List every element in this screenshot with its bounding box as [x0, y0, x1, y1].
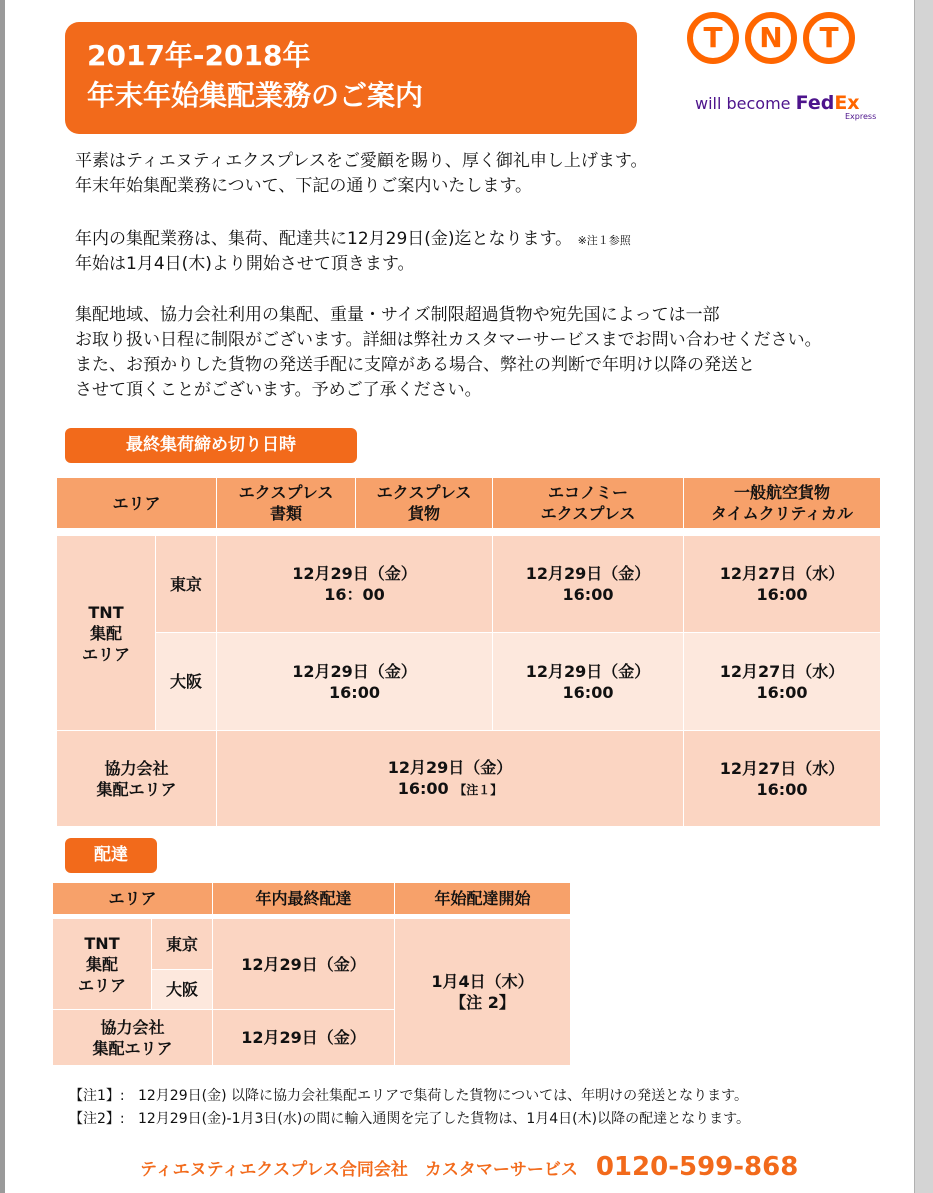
header-economy-2: エクスプレス [540, 504, 636, 523]
delivery-tnt-area-2: 集配 [85, 954, 118, 974]
delivery-osaka-label: 大阪 [152, 969, 213, 1009]
pickup-osaka-express [217, 632, 493, 730]
intro-line-6: お取り扱い日程に制限がございます。詳細は弊社カスタマーサービスまでお問い合わせください。 [75, 330, 822, 350]
intro-line-1: 平素はティエヌティエクスプレスをご愛顧を賜り、厚く御礼申し上げます。 [75, 151, 648, 171]
tokyo-air-time: 16:00 [756, 585, 808, 604]
delivery-start-date: 1月4日（木） [431, 972, 534, 991]
fedex-ex: Ex [834, 92, 860, 114]
osaka-economy-time: 16:00 [562, 682, 614, 702]
pickup-header-express-doc [217, 478, 356, 528]
pickup-osaka-label: 大阪 [156, 632, 217, 730]
pickup-header-air [684, 478, 880, 528]
tokyo-air-date: 12月27日（水） [719, 564, 845, 583]
tokyo-economy-date: 12月29日（金） [525, 564, 651, 583]
header-express-doc-2: 書類 [269, 504, 302, 523]
fedex-express-sub: Express [845, 112, 877, 121]
pickup-partner-air [684, 730, 880, 826]
delivery-partner-2: 集配エリア [92, 1038, 173, 1058]
tnt-area-label-3: エリア [81, 644, 130, 664]
document-page [5, 0, 914, 1193]
pickup-tnt-area [57, 536, 156, 730]
pickup-osaka-economy [493, 632, 684, 730]
delivery-partner-label [53, 1009, 213, 1065]
pickup-tokyo-express [217, 536, 493, 632]
delivery-header-last: 年内最終配達 [213, 883, 395, 914]
partner-label-1: 協力会社 [104, 758, 169, 778]
osaka-air-date: 12月27日（水） [719, 661, 845, 681]
footer-company: ティエヌティエクスプレス合同会社 カスタマーサービス [140, 1160, 578, 1180]
delivery-tnt-area [53, 919, 152, 1009]
footnote-1 [69, 1086, 748, 1106]
partner-main-time: 16:00 [397, 778, 449, 798]
osaka-air-time: 16:00 [756, 682, 808, 702]
delivery-partner-1: 協力会社 [100, 1017, 165, 1037]
tnt-area-label-2: 集配 [89, 623, 122, 643]
tnt-fedex-logo [687, 12, 882, 124]
tnt-letter-t2: T [803, 12, 855, 64]
tokyo-economy-time: 16:00 [562, 585, 614, 604]
intro-line-3-text: 年内の集配業務は、集荷、配達共に12月29日(金)迄となります。 [75, 229, 573, 249]
pickup-tokyo-air [684, 536, 880, 632]
tnt-letter-n: N [745, 12, 797, 64]
header-air-1: 一般航空貨物 [733, 483, 830, 502]
pickup-section-title: 最終集荷締め切り日時 [65, 428, 357, 463]
delivery-header-start: 年始配達開始 [395, 883, 570, 914]
partner-main-date: 12月29日（金） [387, 757, 513, 777]
tnt-wordmark [687, 12, 882, 64]
tnt-area-label-1: TNT [88, 602, 124, 622]
pickup-partner-main [217, 730, 684, 826]
footnote-1-text: 12月29日(金) 以降に協力会社集配エリアで集荷した貨物については、年明けの発送となります。 [137, 1088, 749, 1104]
partner-main-note: 【注１】 [454, 782, 503, 797]
pickup-header-economy [493, 478, 684, 528]
partner-air-time: 16:00 [756, 779, 808, 799]
partner-air-date: 12月27日（水） [719, 758, 845, 778]
title-banner [65, 22, 637, 134]
intro-line-4: 年始は1月4日(木)より開始させて頂きます。 [75, 254, 415, 274]
osaka-express-time: 16:00 [329, 682, 380, 702]
header-express-goods-2: 貨物 [407, 504, 440, 523]
intro-line-3 [75, 228, 631, 252]
title-line-2: 年末年始集配業務のご案内 [87, 79, 424, 112]
fedex-fed: Fed [795, 92, 835, 114]
footnote-2-text: 12月29日(金)-1月3日(水)の間に輸入通関を完了した貨物は、1月4日(木)以降の配達となります。 [137, 1111, 750, 1127]
tokyo-express-time: 16：00 [324, 585, 385, 604]
delivery-tokyo-label: 東京 [152, 919, 213, 969]
delivery-tnt-last: 12月29日（金） [213, 919, 395, 1009]
delivery-tnt-area-3: エリア [77, 975, 126, 995]
header-express-doc-1: エクスプレス [238, 483, 334, 502]
footnote-1-label: 【注1】: [69, 1088, 125, 1104]
delivery-start-note: 【注 2】 [450, 993, 515, 1012]
delivery-tnt-area-1: TNT [84, 933, 120, 953]
pickup-header-area: エリア [57, 478, 217, 528]
header-express-goods-1: エクスプレス [376, 483, 472, 502]
pickup-partner-label [57, 730, 217, 826]
vertical-scrollbar[interactable] [914, 0, 933, 1193]
pickup-tokyo-economy [493, 536, 684, 632]
pickup-header-express-goods [356, 478, 493, 528]
delivery-start [395, 919, 570, 1065]
header-economy-1: エコノミー [547, 483, 628, 502]
tagline-text: will become [695, 94, 791, 113]
osaka-express-date: 12月29日（金） [292, 661, 417, 681]
title-line-1: 2017年-2018年 [87, 39, 311, 72]
intro-line-8: させて頂くことがございます。予めご了承ください。 [75, 380, 482, 400]
intro-line-7: また、お預かりした貨物の発送手配に支障がある場合、弊社の判断で年明け以降の発送と [75, 355, 755, 375]
pickup-osaka-air [684, 632, 880, 730]
delivery-section-title: 配達 [65, 838, 157, 873]
pickup-table [57, 478, 880, 826]
intro-line-3-note: ※注１参照 [577, 234, 631, 247]
fedex-wordmark [796, 92, 860, 114]
partner-label-2: 集配エリア [96, 779, 177, 799]
tnt-letter-t: T [687, 12, 739, 64]
delivery-table [53, 883, 570, 1065]
footer-contact [140, 1152, 798, 1182]
intro-line-2: 年末年始集配業務について、下記の通りご案内いたします。 [75, 176, 532, 196]
footnote-2 [69, 1109, 750, 1129]
intro-line-5: 集配地域、協力会社利用の集配、重量・サイズ制限超過貨物や宛先国によっては一部 [75, 305, 720, 325]
delivery-partner-last: 12月29日（金） [213, 1009, 395, 1065]
pickup-tokyo-label: 東京 [156, 536, 217, 632]
header-air-2: タイムクリティカル [710, 504, 854, 523]
fedex-tagline [695, 92, 860, 114]
footnote-2-label: 【注2】: [69, 1111, 125, 1127]
tokyo-express-date: 12月29日（金） [292, 564, 417, 583]
osaka-economy-date: 12月29日（金） [525, 661, 651, 681]
footer-phone[interactable]: 0120-599-868 [595, 1152, 799, 1182]
delivery-header-area: エリア [53, 883, 213, 914]
